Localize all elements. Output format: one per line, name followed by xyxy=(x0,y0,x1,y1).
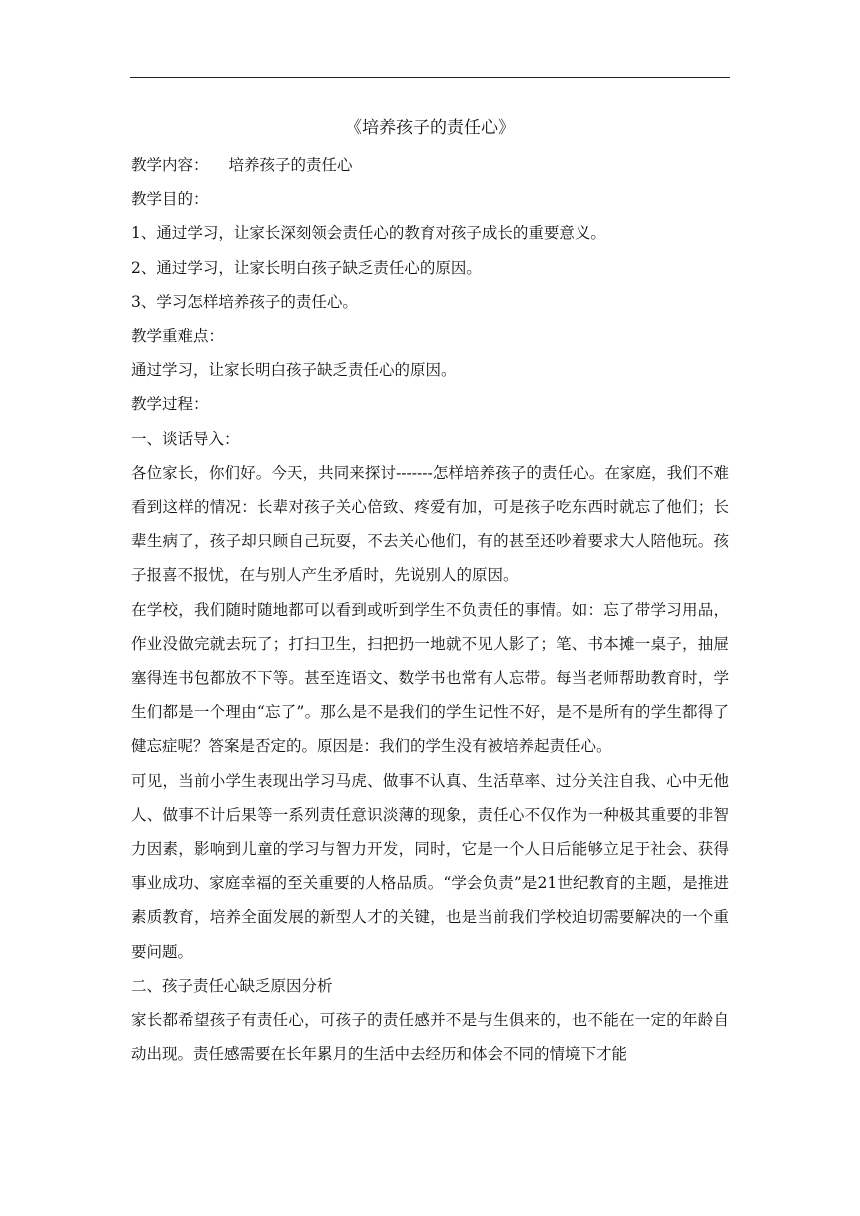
content-label: 教学内容： xyxy=(131,156,209,174)
process-label: 教学过程： xyxy=(131,395,209,414)
objective-item: 1、通过学习，让家长深刻领会责任心的教育对孩子成长的重要意义。 xyxy=(131,224,606,243)
objective-item: 2、通过学习，让家长明白孩子缺乏责任心的原因。 xyxy=(131,258,482,277)
section1-paragraph: 各位家长，你们好。今天，共同来探讨-------怎样培养孩子的责任心。在家庭，我们不难看到这样的情况：长辈对孩子关心倍致、疼爱有加，可是孩子吃东西时就忘了他们；长辈生病了，孩子却只顾自己玩耍，不去关心他们，有的甚至还吵着要求大人陪他玩。孩子报喜不报忧，在与别人产生矛盾时，先说别人的原因。 xyxy=(131,463,729,585)
section2-paragraph: 家长都希望孩子有责任心，可孩子的责任感并不是与生俱来的，也不能在一定的年龄自动出现。责任感需要在长年累月的生活中去经历和体会不同的情境下才能 xyxy=(131,1010,729,1064)
content-value: 培养孩子的责任心 xyxy=(228,156,353,174)
section2-heading: 二、孩子责任心缺乏原因分析 xyxy=(131,976,333,995)
header-rule xyxy=(130,77,730,78)
key-points-label: 教学重难点： xyxy=(131,326,225,345)
section1-heading: 一、谈话导入： xyxy=(131,429,240,448)
objectives-label: 教学目的： xyxy=(131,190,209,209)
section1-paragraph: 可见，当前小学生表现出学习马虎、做事不认真、生活草率、过分关注自我、心中无他人、做事不计后果等一系列责任意识淡薄的现象，责任心不仅作为一种极其重要的非智力因素，影响到儿童的学习与智力开发，同时，它是一个人日后能够立足于社会、获得事业成功、家庭幸福的至关重要的人格品质。“学会负责”是21世纪教育的主题，是推进素质教育，培养全面发展的新型人才的关键，也是当前我们学校迫切需要解决的一个重要问题。 xyxy=(131,771,729,961)
objective-item: 3、学习怎样培养孩子的责任心。 xyxy=(131,292,358,311)
document-title: 《培养孩子的责任心》 xyxy=(345,118,515,138)
document-body xyxy=(131,110,729,1071)
section1-paragraph: 在学校，我们随时随地都可以看到或听到学生不负责任的事情。如：忘了带学习用品，作业没做完就去玩了；打扫卫生，扫把扔一地就不见人影了；笔、书本摊一桌子，抽屉塞得连书包都放不下等。甚至连语文、数学书也常有人忘带。每当老师帮助教育时，学生们都是一个理由“忘了”。那么是不是我们的学生记性不好，是不是所有的学生都得了健忘症呢？答案是否定的。原因是：我们的学生没有被培养起责任心。 xyxy=(131,600,729,756)
content-line xyxy=(131,148,729,182)
key-points-text: 通过学习，让家长明白孩子缺乏责任心的原因。 xyxy=(131,361,457,380)
